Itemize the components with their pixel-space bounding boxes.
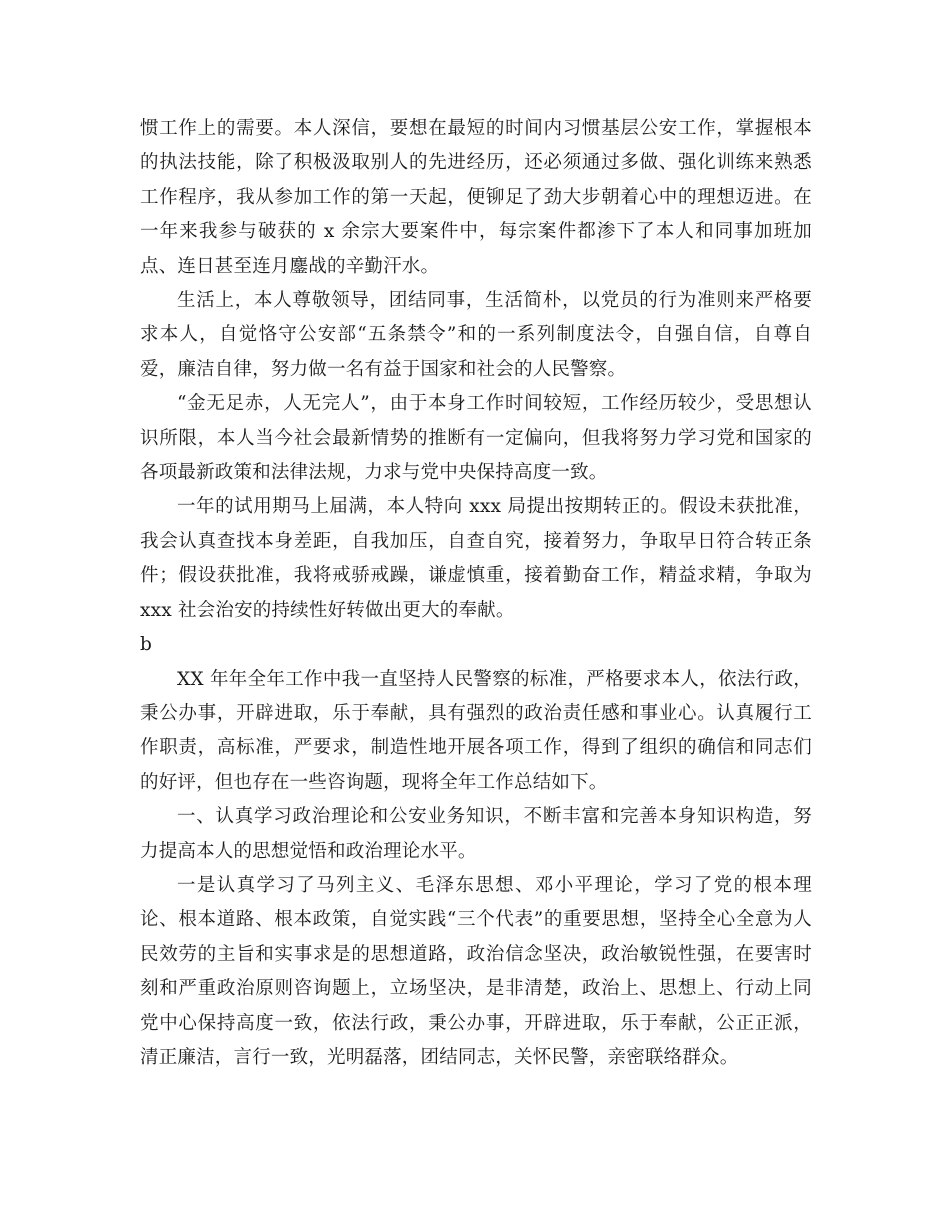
- paragraph-political-study: 一是认真学习了马列主义、毛泽东思想、邓小平理论，学习了党的根本理论、根本道路、根本政策，自觉实践“三个代表”的重要思想，坚持全心全意为人民效劳的主旨和实事求是的思想道路，政治信念坚决，政治敏锐性强，在要害时刻和严重政治原则咨询题上，立场坚决，是非清楚，政治上、思想上、行动上同党中心保持高度一致，依法行政，秉公办事，开辟进取，乐于奉献，公正正派，清正廉洁，言行一致，光明磊落，团结同志，关怀民警，亲密联络群众。: [140, 874, 812, 1068]
- section-marker: b: [140, 634, 153, 656]
- paragraph-life: 生活上，本人尊敬领导，团结同事，生活简朴，以党员的行为准则来严格要求本人，自觉恪守公安部“五条禁令”和的一系列制度法令，自强自信，自尊自爱，廉洁自律，努力做一名有益于国家和社会的人民警察。: [140, 290, 812, 380]
- paragraph-annual-summary-intro: XX 年年全年工作中我一直坚持人民警察的标准，严格要求本人，依法行政，秉公办事，开辟进取，乐于奉献，具有强烈的政治责任感和事业心。认真履行工作职责，高标准，严要求，制造性地开展各项工作，得到了组织的确信和同志们的好评，但也存在一些咨询题，现将全年工作总结如下。: [140, 668, 812, 793]
- paragraph-probation-request: 一年的试用期马上届满，本人特向 xxx 局提出按期转正的。假设未获批准，我会认真查找本身差距，自我加压，自查自究，接着努力，争取早日符合转正条件；假设获批准，我将戒骄戒躁，谦虚慎重，接着勤奋工作，精益求精，争取为 xxx 社会治安的持续性好转做出更大的奉献。: [140, 496, 812, 621]
- paragraph-continuation: 惯工作上的需要。本人深信，要想在最短的时间内习惯基层公安工作，掌握根本的执法技能，除了积极汲取别人的先进经历，还必须通过多做、强化训练来熟悉工作程序，我从参加工作的第一天起，便铆足了劲大步朝着心中的理想迈进。在一年来我参与破获的 x 余宗大要案件中，每宗案件都渗下了本人和同事加班加点、连日甚至连月鏖战的辛勤汗水。: [140, 118, 812, 277]
- paragraph-self-assessment: “金无足赤，人无完人”，由于本身工作时间较短，工作经历较少，受思想认识所限，本人当今社会最新情势的推断有一定偏向，但我将努力学习党和国家的各项最新政策和法律法规，力求与党中央保持高度一致。: [140, 393, 812, 484]
- document-body: [140, 112, 812, 1075]
- paragraph-section-heading-1: 一、认真学习政治理论和公安业务知识，不断丰富和完善本身知识构造，努力提高本人的思想觉悟和政治理论水平。: [140, 806, 812, 862]
